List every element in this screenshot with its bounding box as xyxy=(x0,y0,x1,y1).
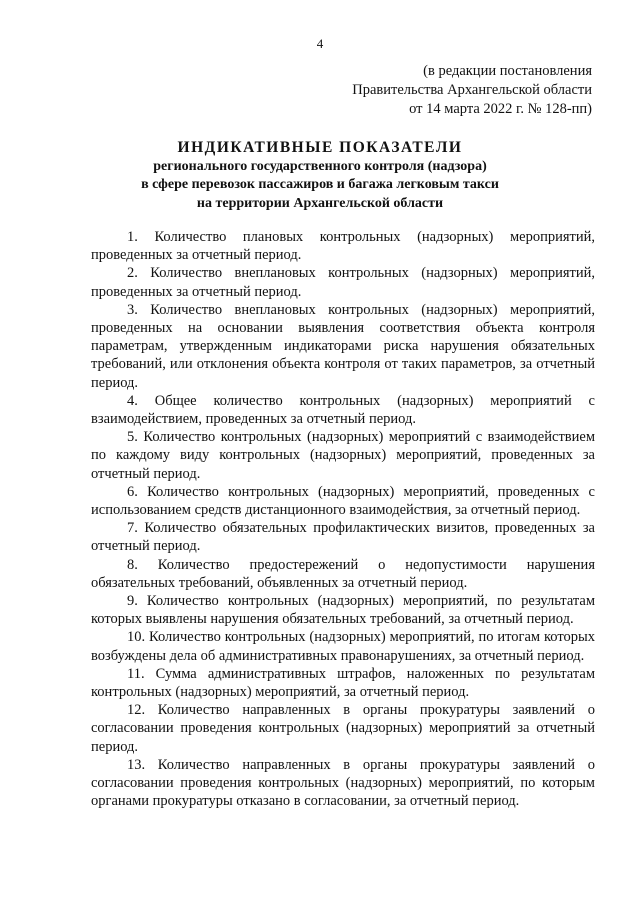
indicator-item: 12. Количество направленных в органы прокуратуры заявлений о согласовании проведения контрольных (надзорных) мероприятий за отчетный период. xyxy=(91,702,595,755)
indicator-item: 6. Количество контрольных (надзорных) мероприятий, проведенных с использованием средств дистанционного взаимодействия, за отчетный период. xyxy=(91,483,595,519)
document-title xyxy=(60,139,580,213)
indicator-item: 5. Количество контрольных (надзорных) мероприятий с взаимодействием по каждому виду контрольных (надзорных) мероприятий, проведенных за отчетный период. xyxy=(91,429,595,482)
revision-note-line-2: Правительства Архангельской области xyxy=(352,82,592,98)
indicator-item: 3. Количество внеплановых контрольных (надзорных) мероприятий, проведенных на основании выявления соответствия объекта контроля параметрам, утвержденным индикаторами риска нарушения обязательных требований, или отклонения объекта контроля от таких параметров, за отчетный период. xyxy=(91,301,595,391)
indicator-list xyxy=(91,228,595,811)
indicator-item: 2. Количество внеплановых контрольных (надзорных) мероприятий, проведенных за отчетный период. xyxy=(91,265,595,300)
revision-note xyxy=(292,62,592,119)
indicator-item: 10. Количество контрольных (надзорных) мероприятий, по итогам которых возбуждены дела об административных правонарушениях, за отчетный период. xyxy=(91,629,595,664)
title-line-2: регионального государственного контроля (надзора) xyxy=(153,158,487,174)
title-line-4: на территории Архангельской области xyxy=(196,195,444,211)
indicator-item: 13. Количество направленных в органы прокуратуры заявлений о согласовании проведения контрольных (надзорных) мероприятий, по которым органами прокуратуры отказано в согласовании, за отчетный период. xyxy=(91,756,595,810)
revision-note-line-1: (в редакции постановления xyxy=(423,63,592,79)
indicator-item: 1. Количество плановых контрольных (надзорных) мероприятий, проведенных за отчетный период. xyxy=(91,229,595,264)
indicator-item: 7. Количество обязательных профилактических визитов, проведенных за отчетный период. xyxy=(91,520,595,555)
page-number: 4 xyxy=(316,36,324,51)
indicator-item: 9. Количество контрольных (надзорных) мероприятий, по результатам которых выявлены нарушения обязательных требований, за отчетный период. xyxy=(91,593,595,628)
indicator-item: 8. Количество предостережений о недопустимости нарушения обязательных требований, объявленных за отчетный период. xyxy=(91,556,595,591)
revision-note-line-3: от 14 марта 2022 г. № 128-пп) xyxy=(409,101,592,117)
title-main: ИНДИКАТИВНЫЕ ПОКАЗАТЕЛИ xyxy=(177,139,463,156)
title-line-3: в сфере перевозок пассажиров и багажа легковым такси xyxy=(141,177,499,192)
indicator-item: 4. Общее количество контрольных (надзорных) мероприятий с взаимодействием, проведенных за отчетный период. xyxy=(91,392,595,428)
indicator-item: 11. Сумма административных штрафов, наложенных по результатам контрольных (надзорных) мероприятий, за отчетный период. xyxy=(91,665,595,701)
